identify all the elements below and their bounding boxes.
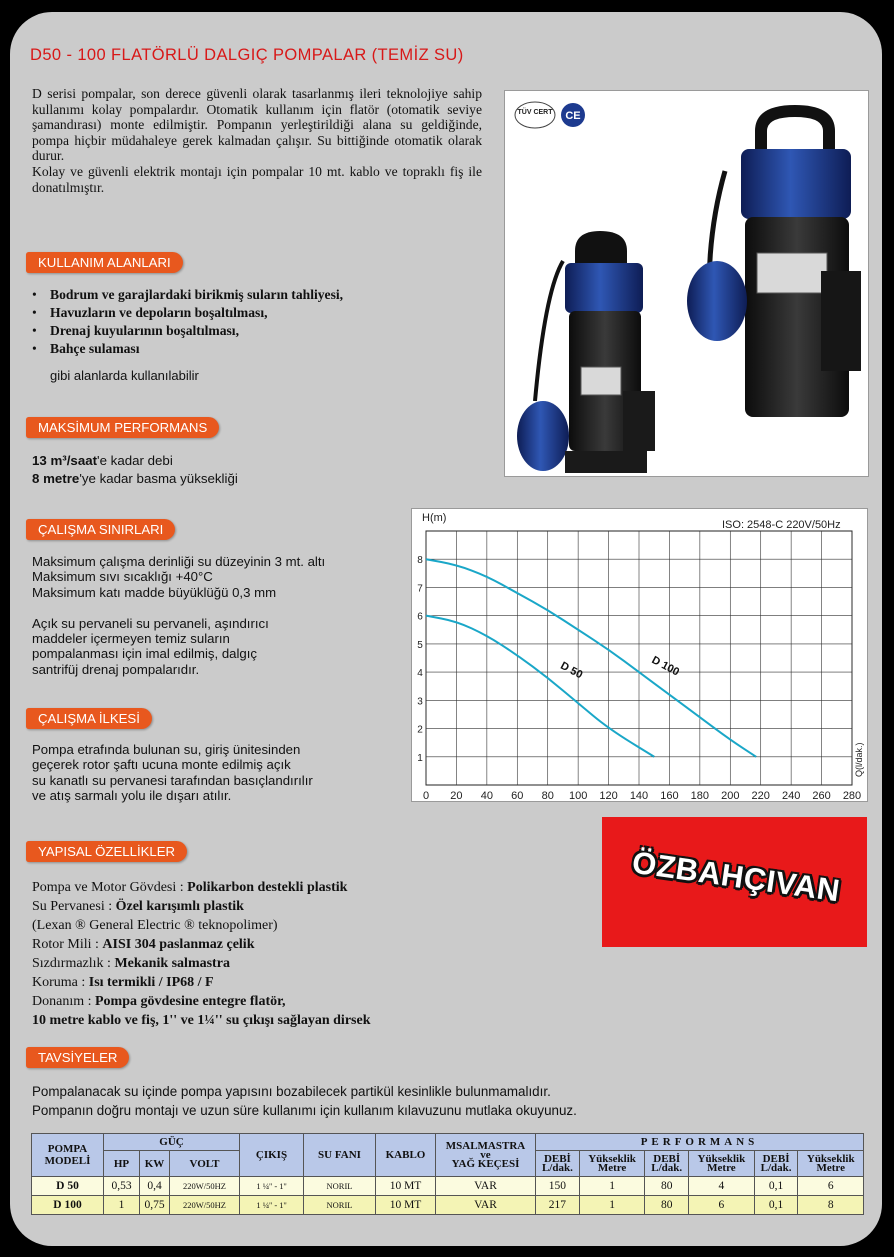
text-line: Maksimum katı madde büyüklüğü 0,3 mm <box>32 584 277 600</box>
chart-series-line <box>426 616 654 757</box>
chart-x-tick-label: 100 <box>568 790 588 802</box>
spec-line: (Lexan ® General Electric ® teknopolimer) <box>32 918 278 933</box>
th-cable: KABLO <box>376 1134 436 1177</box>
section-header-performance: MAKSİMUM PERFORMANS <box>26 417 219 438</box>
chart-series-label: D 100 <box>649 654 682 679</box>
spec-line: Rotor Mili : AISI 304 paslanmaz çelik <box>32 937 255 952</box>
chart-y-tick-label: 3 <box>417 696 423 708</box>
th-power: GÜÇ <box>104 1134 240 1151</box>
chart-y-tick-label: 1 <box>417 752 423 764</box>
intro-paragraph: D serisi pompalar, son derece güvenli olarak tasarlanmış ileri teknolojiye sahip kullanımı kolay pompalardır. Otomatik kullanım için flatör (otomatik seviye şamandırası) monte edilmiştir. Pompanın yerleştirildiği alana su geldiğinde, pompa hiçbir müdahaleye gerek kalmadan çalışır. Su bittiğinde otomatik olarak durur. <box>32 86 482 164</box>
th-fan: SU FANI <box>304 1134 376 1177</box>
pump-image <box>505 91 869 477</box>
svg-text:TÜV CERT: TÜV CERT <box>517 109 553 116</box>
text-line: geçerek rotor şaftı ucuna monte edilmiş açık <box>32 757 291 773</box>
usage-tail: gibi alanlarda kullanılabilir <box>50 368 199 383</box>
intro-text <box>32 86 482 195</box>
text-line: su kanatlı su pervanesi tarafından basıçlandırılır <box>32 772 313 788</box>
chart-y-tick-label: 5 <box>417 639 423 651</box>
product-sheet <box>10 12 882 1246</box>
chart-x-tick-label: 20 <box>450 790 463 802</box>
pump-d100-icon <box>687 105 861 417</box>
chart-y-tick-label: 4 <box>417 668 423 680</box>
list-item: • Havuzların ve depoların boşaltılması, <box>32 304 343 322</box>
chart-y-tick-label: 7 <box>417 583 423 595</box>
text-line: Maksimum sıvı sıcaklığı +40°C <box>32 569 213 585</box>
section-header-principle: ÇALIŞMA İLKESİ <box>26 708 152 729</box>
text-line: ve atış sarmalı yolu ile dışarı atılır. <box>32 788 232 804</box>
chart-series-label: D 50 <box>558 659 585 682</box>
th-hp: HP <box>104 1151 140 1177</box>
section-header-usage: KULLANIM ALANLARI <box>26 252 183 273</box>
list-item: • Bodrum ve garajlardaki birikmiş suların tahliyesi, <box>32 286 343 304</box>
th-height: Yükseklik Metre <box>798 1151 864 1177</box>
text-line: maddeler içermeyen temiz suların <box>32 631 230 647</box>
chart-y-tick-label: 2 <box>417 724 423 736</box>
chart-x-tick-label: 80 <box>541 790 554 802</box>
logo-text: ÖZBAHÇIVAN <box>629 844 843 909</box>
chart-x-tick-label: 160 <box>660 790 679 802</box>
advice-text <box>32 1082 577 1120</box>
text-line: santrifüj drenaj pompalarıdır. <box>32 661 200 677</box>
chart-x-tick-label: 140 <box>629 790 649 802</box>
chart-series-line <box>426 559 756 757</box>
principle-text <box>32 742 313 804</box>
spec-line: Pompa ve Motor Gövdesi : Polikarbon destekli plastik <box>32 880 348 895</box>
th-volt: VOLT <box>170 1151 240 1177</box>
text-line: pompalanması için imal edilmiş, dalgıç <box>32 646 258 662</box>
section-header-limits: ÇALIŞMA SINIRLARI <box>26 519 175 540</box>
chart-x-tick-label: 40 <box>480 790 493 802</box>
chart-x-tick-label: 220 <box>751 790 770 802</box>
text-line: Pompanın doğru montajı ve uzun süre kullanımı için kullanım kılavuzunu mutlaka okuyunuz. <box>32 1103 577 1118</box>
th-debi: DEBİ L/dak. <box>645 1151 689 1177</box>
structure-specs <box>32 878 370 1030</box>
th-height: Yükseklik Metre <box>689 1151 755 1177</box>
chart-x-tick-label: 280 <box>842 790 862 802</box>
text-line: Pompa etrafında bulunan su, giriş ünitesinden <box>32 742 301 757</box>
usage-list <box>32 286 343 358</box>
spec-line: Donanım : Pompa gövdesine entegre flatör, <box>32 994 286 1009</box>
pump-d50-icon <box>517 231 655 473</box>
th-height: Yükseklik Metre <box>579 1151 645 1177</box>
brand-logo <box>602 817 867 947</box>
ce-mark-icon <box>561 103 585 127</box>
th-model: POMPA MODELİ <box>32 1134 104 1177</box>
th-kw: KW <box>140 1151 170 1177</box>
flow-text: 'e kadar debi <box>97 453 173 468</box>
chart-x-tick-label: 60 <box>511 790 524 802</box>
list-item: • Drenaj kuyularının boşaltılması, <box>32 322 343 340</box>
spec-line: Sızdırmazlık : Mekanik salmastra <box>32 956 230 971</box>
chart-title: ISO: 2548-C 220V/50Hz <box>722 519 841 531</box>
spec-table <box>31 1133 864 1215</box>
chart-ylabel: H(m) <box>422 512 447 524</box>
section-header-structure: YAPISAL ÖZELLİKLER <box>26 841 187 862</box>
list-item: • Bahçe sulaması <box>32 340 343 358</box>
intro-paragraph: Kolay ve güvenli elektrik montajı için pompalar 10 mt. kablo ve topraklı fiş ile donatılmıştır. <box>32 163 482 195</box>
th-debi: DEBİ L/dak. <box>754 1151 798 1177</box>
tuv-cert-icon <box>515 102 555 128</box>
performance-chart-svg <box>412 509 869 803</box>
limits-text <box>32 554 325 677</box>
svg-text:CE: CE <box>565 110 581 122</box>
th-outlet: ÇIKIŞ <box>240 1134 304 1177</box>
th-seal: MSALMASTRA ve YAĞ KEÇESİ <box>436 1134 536 1177</box>
chart-y-tick-label: 6 <box>417 611 423 623</box>
text-line: Açık su pervaneli su pervaneli, aşındırıcı <box>32 615 269 631</box>
table-row: D 50 0,53 0,4 220W/50HZ 1 ¼'' - 1'' NORIL 10 MT VAR 150 1 80 4 0,1 6 <box>32 1177 864 1196</box>
spec-line: Koruma : Isı termikli / IP68 / F <box>32 975 214 990</box>
page-title: D50 - 100 FLATÖRLÜ DALGIÇ POMPALAR (TEMİZ SU) <box>30 46 464 64</box>
spacer <box>32 600 325 615</box>
chart-x-tick-label: 120 <box>599 790 618 802</box>
section-header-advice: TAVSİYELER <box>26 1047 129 1068</box>
text-line: Pompalanacak su içinde pompa yapısını bozabilecek partikül kesinlikle bulunmamalıdır. <box>32 1084 551 1099</box>
text-line: Maksimum çalışma derinliği su düzeyinin 3 mt. altı <box>32 554 326 569</box>
chart-x-tick-label: 240 <box>781 790 801 802</box>
th-debi: DEBİ L/dak. <box>536 1151 580 1177</box>
chart-x-tick-label: 180 <box>690 790 710 802</box>
head-value: 8 metre <box>32 471 80 486</box>
product-photo <box>504 90 869 477</box>
flow-value: 13 m³/saat <box>32 453 98 468</box>
chart-y-tick-label: 8 <box>417 555 423 567</box>
performance-text <box>32 452 238 488</box>
th-performance: PERFORMANS <box>536 1134 864 1151</box>
spec-line: Su Pervanesi : Özel karışımlı plastik <box>32 899 244 914</box>
spec-line: 10 metre kablo ve fiş, 1'' ve 1¼'' su çıkışı sağlayan dirsek <box>32 1013 371 1028</box>
chart-x-tick-label: 260 <box>812 790 831 802</box>
head-text: 'ye kadar basma yüksekliği <box>79 471 238 486</box>
chart-x-tick-label: 200 <box>721 790 740 802</box>
performance-chart <box>411 508 868 802</box>
chart-xlabel: Q(l/dak.) <box>854 742 864 777</box>
table-row: D 100 1 0,75 220W/50HZ 1 ¼'' - 1'' NORIL 10 MT VAR 217 1 80 6 0,1 8 <box>32 1196 864 1215</box>
chart-x-tick-label: 0 <box>422 790 430 802</box>
